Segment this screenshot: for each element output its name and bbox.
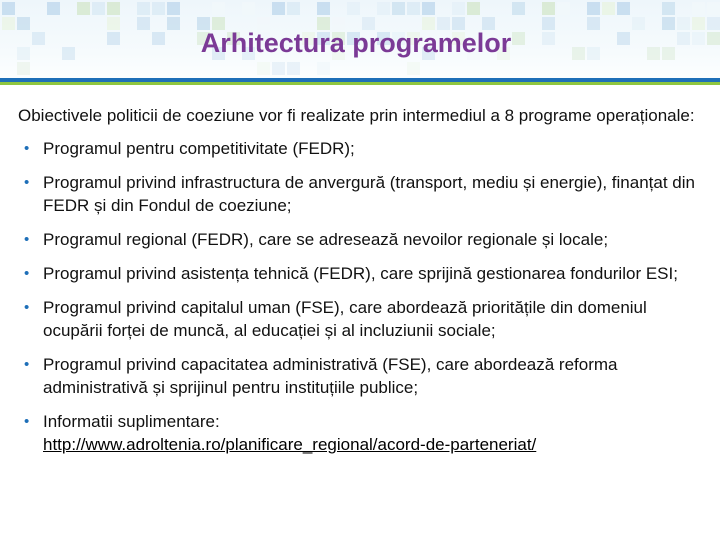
list-item-text: Programul privind infrastructura de anvergură (transport, mediu și energie), finanțat din FEDR și din Fondul de coeziune; (43, 173, 695, 215)
mosaic-tile (317, 62, 330, 75)
mosaic-tile (452, 2, 465, 15)
slide-title: Arhitectura programelor (200, 28, 512, 58)
mosaic-tile (617, 2, 630, 15)
mosaic-tile (662, 2, 675, 15)
mosaic-tile (287, 62, 300, 75)
list-item (18, 171, 708, 217)
mosaic-tile (467, 2, 480, 15)
list-item-text: Programul pentru competitivitate (FEDR); (43, 139, 355, 158)
list-item-text: Programul privind capacitatea administrativă (FSE), care abordează reforma administrativă și sprijinul pentru instituțiile publice; (43, 355, 618, 397)
slide-body (18, 104, 708, 467)
mosaic-tile (92, 2, 105, 15)
mosaic-tile (287, 2, 300, 15)
mosaic-tile (152, 2, 165, 15)
list-item (18, 353, 708, 399)
bullet-icon: • (24, 299, 30, 316)
mosaic-tile (317, 2, 330, 15)
bullet-icon: • (24, 140, 30, 157)
mosaic-tile (692, 2, 705, 15)
mosaic-tile (557, 2, 570, 15)
list-item (18, 137, 708, 160)
mosaic-tile (272, 62, 285, 75)
mosaic-tile (2, 2, 15, 15)
program-list (18, 137, 708, 456)
list-item (18, 228, 708, 251)
mosaic-tile (422, 2, 435, 15)
intro-paragraph: Obiectivele politicii de coeziune vor fi realizate prin intermediul a 8 programe operaționale: (18, 106, 695, 125)
list-item (18, 296, 708, 342)
mosaic-tile (107, 2, 120, 15)
bullet-icon: • (24, 231, 30, 248)
mosaic-tile (602, 2, 615, 15)
mosaic-tile (167, 2, 180, 15)
mosaic-tile (212, 2, 225, 15)
mosaic-tile (542, 2, 555, 15)
bullet-icon: • (24, 174, 30, 191)
list-item-text: Programul privind capitalul uman (FSE), care abordează prioritățile din domeniul ocupării forței de muncă, al educației și al incluziunii sociale; (43, 298, 647, 340)
mosaic-tile (257, 62, 270, 75)
mosaic-tile (17, 62, 30, 75)
mosaic-tile (77, 2, 90, 15)
list-item-text: Programul privind asistența tehnică (FEDR), care sprijină gestionarea fondurilor ESI; (43, 264, 678, 283)
bullet-icon: • (24, 356, 30, 373)
mosaic-tile (242, 2, 255, 15)
mosaic-tile (707, 2, 720, 15)
mosaic-tile (47, 2, 60, 15)
bullet-icon: • (24, 413, 30, 430)
list-item-text: Programul regional (FEDR), care se adresează nevoilor regionale și locale; (43, 230, 609, 249)
mosaic-tile (512, 2, 525, 15)
mosaic-tile (272, 2, 285, 15)
mosaic-tile (587, 2, 600, 15)
mosaic-tile (347, 2, 360, 15)
list-item-more-info (18, 410, 708, 456)
header-rule-green (0, 82, 720, 85)
more-info-label: Informatii suplimentare: (43, 412, 220, 431)
mosaic-tile (407, 62, 420, 75)
mosaic-tile (392, 2, 405, 15)
mosaic-tile (407, 2, 420, 15)
more-info-link[interactable]: http://www.adroltenia.ro/planificare_regional/acord-de-parteneriat/ (43, 435, 537, 454)
mosaic-tile (377, 2, 390, 15)
list-item (18, 262, 708, 285)
bullet-icon: • (24, 265, 30, 282)
mosaic-tile (137, 2, 150, 15)
